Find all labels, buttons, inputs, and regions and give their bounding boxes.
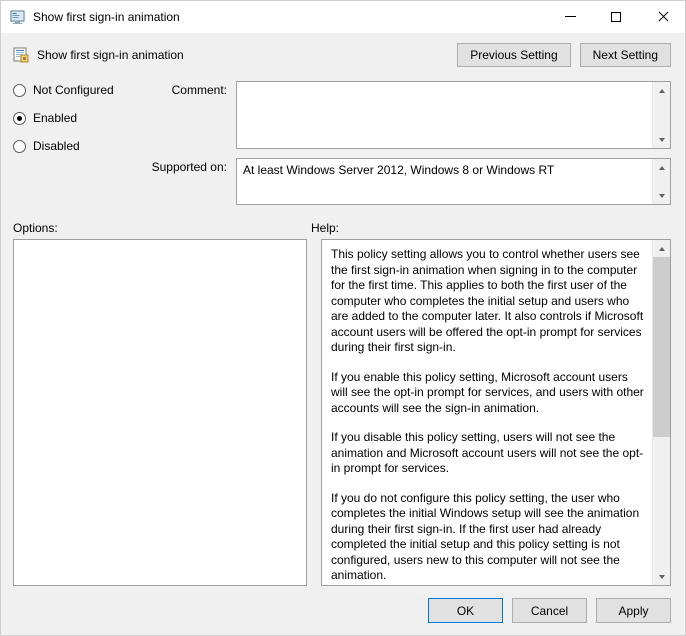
minimize-icon bbox=[565, 16, 576, 17]
help-paragraph: If you disable this policy setting, users will not see the animation and Microsoft account users will not see the opt-in prompt for services. bbox=[331, 430, 644, 475]
comment-scroll-up-button[interactable] bbox=[653, 82, 670, 99]
maximize-button[interactable] bbox=[593, 1, 639, 32]
supported-on-row bbox=[135, 158, 671, 205]
supported-on-field[interactable] bbox=[236, 158, 671, 205]
help-scrollbar[interactable] bbox=[652, 240, 670, 585]
comment-scroll-down-button[interactable] bbox=[653, 131, 670, 148]
setting-title: Show first sign-in animation bbox=[37, 48, 184, 62]
dialog-buttons bbox=[1, 586, 685, 635]
setting-header-left bbox=[13, 41, 457, 63]
help-scroll-down-button[interactable] bbox=[653, 568, 670, 585]
help-panel[interactable] bbox=[321, 239, 671, 586]
help-label: Help: bbox=[311, 221, 340, 235]
maximize-icon bbox=[611, 12, 621, 22]
chevron-down-icon bbox=[659, 194, 665, 198]
chevron-up-icon bbox=[659, 247, 665, 251]
radio-not-configured-label: Not Configured bbox=[33, 83, 114, 97]
comment-label: Comment: bbox=[171, 83, 227, 97]
state-radio-group bbox=[13, 81, 135, 205]
help-paragraph: If you do not configure this policy setting, the user who completes the initial Windows setup will see the animation during their first sign-in. If the first user had already completed the initial setup and this policy setting is not configured, users new to this computer will not see the animation. bbox=[331, 490, 640, 582]
close-button[interactable] bbox=[639, 1, 685, 32]
chevron-down-icon bbox=[659, 138, 665, 142]
supported-on-label: Supported on: bbox=[151, 160, 227, 174]
title-bar bbox=[1, 1, 685, 33]
radio-enabled-indicator[interactable] bbox=[13, 112, 26, 125]
policy-editor-icon bbox=[10, 9, 26, 25]
help-scroll-thumb[interactable] bbox=[653, 257, 670, 437]
options-content bbox=[14, 240, 306, 248]
help-text bbox=[322, 240, 653, 586]
minimize-button[interactable] bbox=[547, 1, 593, 32]
supported-on-value: At least Windows Server 2012, Windows 8 or Windows RT bbox=[243, 163, 555, 177]
radio-disabled-indicator[interactable] bbox=[13, 140, 26, 153]
close-icon bbox=[657, 11, 668, 22]
previous-setting-button[interactable]: Previous Setting bbox=[457, 43, 570, 67]
panels bbox=[1, 239, 685, 586]
policy-setting-icon bbox=[13, 47, 29, 63]
help-paragraph: If you enable this policy setting, Microsoft account users will see the opt-in prompt for services, and users with other accounts will see the sign-in animation. bbox=[331, 369, 644, 415]
panel-labels bbox=[1, 205, 685, 239]
chevron-up-icon bbox=[659, 166, 665, 170]
comment-row bbox=[135, 81, 671, 149]
help-paragraph: This policy setting allows you to control whether users see the first sign-in animation when signing in to the computer for the first time. This applies to both the first user of the computer who completes the initial setup and users who are added to the computer later. It also controls if Microsoft account users will be offered the opt-in prompt for services during their first sign-in. bbox=[331, 247, 644, 354]
state-and-fields bbox=[1, 67, 685, 205]
fields-column bbox=[135, 81, 671, 205]
help-scroll-up-button[interactable] bbox=[653, 240, 670, 257]
radio-enabled-label: Enabled bbox=[33, 111, 78, 125]
chevron-down-icon bbox=[659, 575, 665, 579]
comment-field[interactable] bbox=[236, 81, 671, 149]
caption-buttons bbox=[547, 1, 685, 32]
comment-scrollbar[interactable] bbox=[652, 82, 670, 148]
radio-disabled-label: Disabled bbox=[33, 139, 80, 153]
chevron-up-icon bbox=[659, 89, 665, 93]
radio-not-configured[interactable] bbox=[13, 83, 135, 97]
options-panel[interactable] bbox=[13, 239, 307, 586]
supported-on-scrollbar[interactable] bbox=[652, 159, 670, 204]
next-setting-button[interactable]: Next Setting bbox=[580, 43, 671, 67]
window-title: Show first sign-in animation bbox=[33, 9, 180, 24]
comment-value[interactable] bbox=[237, 82, 670, 90]
setting-header bbox=[1, 33, 685, 67]
supported-on-scroll-down-button[interactable] bbox=[653, 187, 670, 204]
setting-nav-buttons bbox=[457, 41, 671, 67]
options-label: Options: bbox=[13, 221, 58, 235]
radio-enabled[interactable] bbox=[13, 111, 135, 125]
ok-button[interactable]: OK bbox=[428, 598, 503, 623]
radio-not-configured-indicator[interactable] bbox=[13, 84, 26, 97]
cancel-button[interactable]: Cancel bbox=[512, 598, 587, 623]
radio-disabled[interactable] bbox=[13, 139, 135, 153]
supported-on-scroll-up-button[interactable] bbox=[653, 159, 670, 176]
apply-button[interactable]: Apply bbox=[596, 598, 671, 623]
